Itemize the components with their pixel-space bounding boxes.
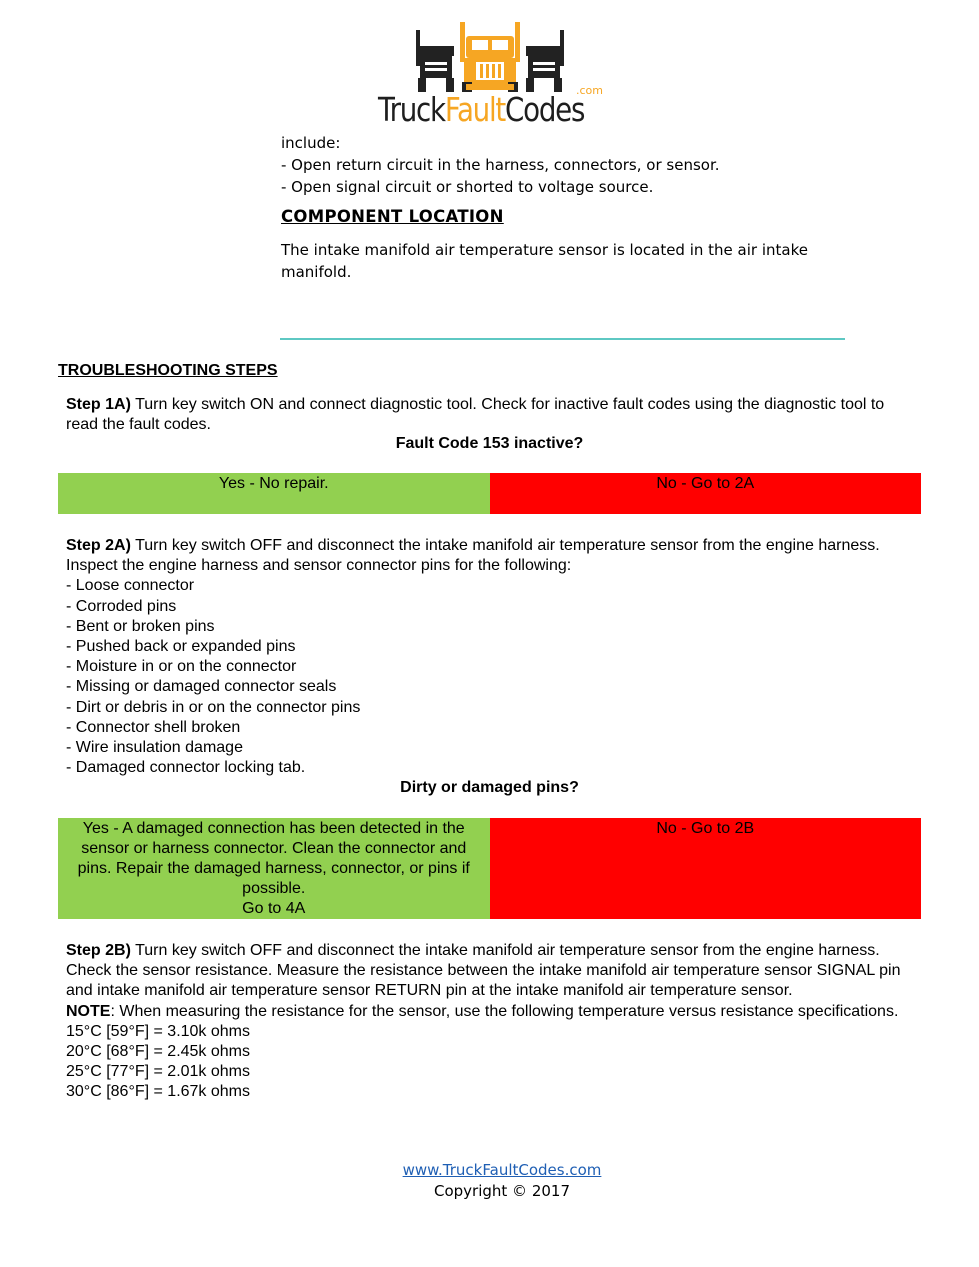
component-location-text: The intake manifold air temperature sensor is located in the air intake manifold.: [281, 241, 808, 281]
logo-com-text: .com: [576, 84, 603, 97]
inspection-item: - Loose connector: [66, 577, 195, 595]
footer-website-link[interactable]: www.TruckFaultCodes.com: [402, 1161, 602, 1179]
logo-text: [378, 90, 584, 130]
step-1a-text: Turn key switch ON and connect diagnostic tool. Check for inactive fault codes using the diagnostic tool to read the fault codes.: [66, 396, 885, 434]
footer-link-wrap: [0, 1161, 979, 1179]
inspection-item: - Wire insulation damage: [66, 739, 243, 757]
intro-line: - Open return circuit in the harness, connectors, or sensor.: [281, 156, 720, 174]
step-2a-text: Turn key switch OFF and disconnect the intake manifold air temperature sensor from the engine harness. Inspect the engine harness and sensor connector pins for the following:: [66, 537, 880, 575]
resistance-spec: 30°C [86°F] = 1.67k ohms: [66, 1083, 250, 1101]
step-2a-label: Step 2A): [66, 537, 131, 554]
inspection-item: - Bent or broken pins: [66, 617, 215, 635]
step-2a-yes-cell: [58, 818, 490, 919]
resistance-spec: 20°C [68°F] = 2.45k ohms: [66, 1043, 250, 1061]
step-1a-question: Fault Code 153 inactive?: [395, 435, 584, 452]
truckfaultcodes-logo: [378, 18, 602, 130]
step-1a-paragraph: [66, 395, 916, 435]
footer-copyright: Copyright © 2017: [433, 1182, 570, 1200]
logo-text-fault: Fault: [444, 90, 506, 129]
inspection-item: - Damaged connector locking tab.: [66, 759, 306, 777]
resistance-spec: 25°C [77°F] = 2.01k ohms: [66, 1063, 250, 1081]
resistance-spec: 15°C [59°F] = 3.10k ohms: [66, 1022, 250, 1040]
inspection-item: - Moisture in or on the connector: [66, 658, 297, 676]
section-divider: [280, 338, 845, 340]
inspection-item: - Dirt or debris in or on the connector pins: [66, 698, 361, 716]
inspection-item: - Pushed back or expanded pins: [66, 638, 296, 656]
inspection-item: - Connector shell broken: [66, 718, 241, 736]
step-2a-answer-row: [58, 818, 921, 919]
step-2a-yes-text: Yes - A damaged connection has been detected in the sensor or harness connector. Clean the connector and pins. Repair the damaged harness, connector, or pins if possible.: [77, 820, 470, 897]
step-2a-no-cell: No - Go to 2B: [490, 818, 922, 919]
step-2a-yes-goto: Go to 4A: [242, 900, 306, 917]
step-1a-label: Step 1A): [66, 396, 131, 413]
step-2b-note: [66, 1002, 916, 1022]
step-2b-text: Turn key switch OFF and disconnect the intake manifold air temperature sensor from the engine harness. Check the sensor resistance. Measure the resistance between the intake manifold air temperature sensor SIGNAL pin and intake manifold air temperature sensor RETURN pin at the intake manifold air temperature sensor.: [66, 942, 901, 1000]
note-text: : When measuring the resistance for the sensor, use the following temperature versus resistance specifications.: [110, 1002, 899, 1020]
step-2a-paragraph: [66, 536, 916, 778]
intro-line: - Open signal circuit or shorted to voltage source.: [281, 178, 654, 196]
inspection-item: - Corroded pins: [66, 597, 177, 615]
troubleshooting-heading: TROUBLESHOOTING STEPS: [58, 362, 278, 379]
logo-text-truck: Truck: [378, 90, 445, 129]
step-2b-label: Step 2B): [66, 942, 131, 959]
step-1a-yes-cell: Yes - No repair.: [58, 473, 490, 514]
truck-icon: [378, 18, 602, 94]
inspection-item: - Missing or damaged connector seals: [66, 678, 337, 696]
logo-text-codes: Codes: [505, 90, 585, 129]
step-2b-paragraph: [66, 941, 916, 1103]
step-2a-question: Dirty or damaged pins?: [400, 779, 579, 796]
step-1a-no-cell: No - Go to 2A: [490, 473, 922, 514]
step-1a-answer-row: [58, 473, 921, 514]
note-label: NOTE: [66, 1002, 111, 1020]
intro-line: include:: [281, 134, 341, 152]
component-location-heading: COMPONENT LOCATION: [281, 207, 504, 226]
